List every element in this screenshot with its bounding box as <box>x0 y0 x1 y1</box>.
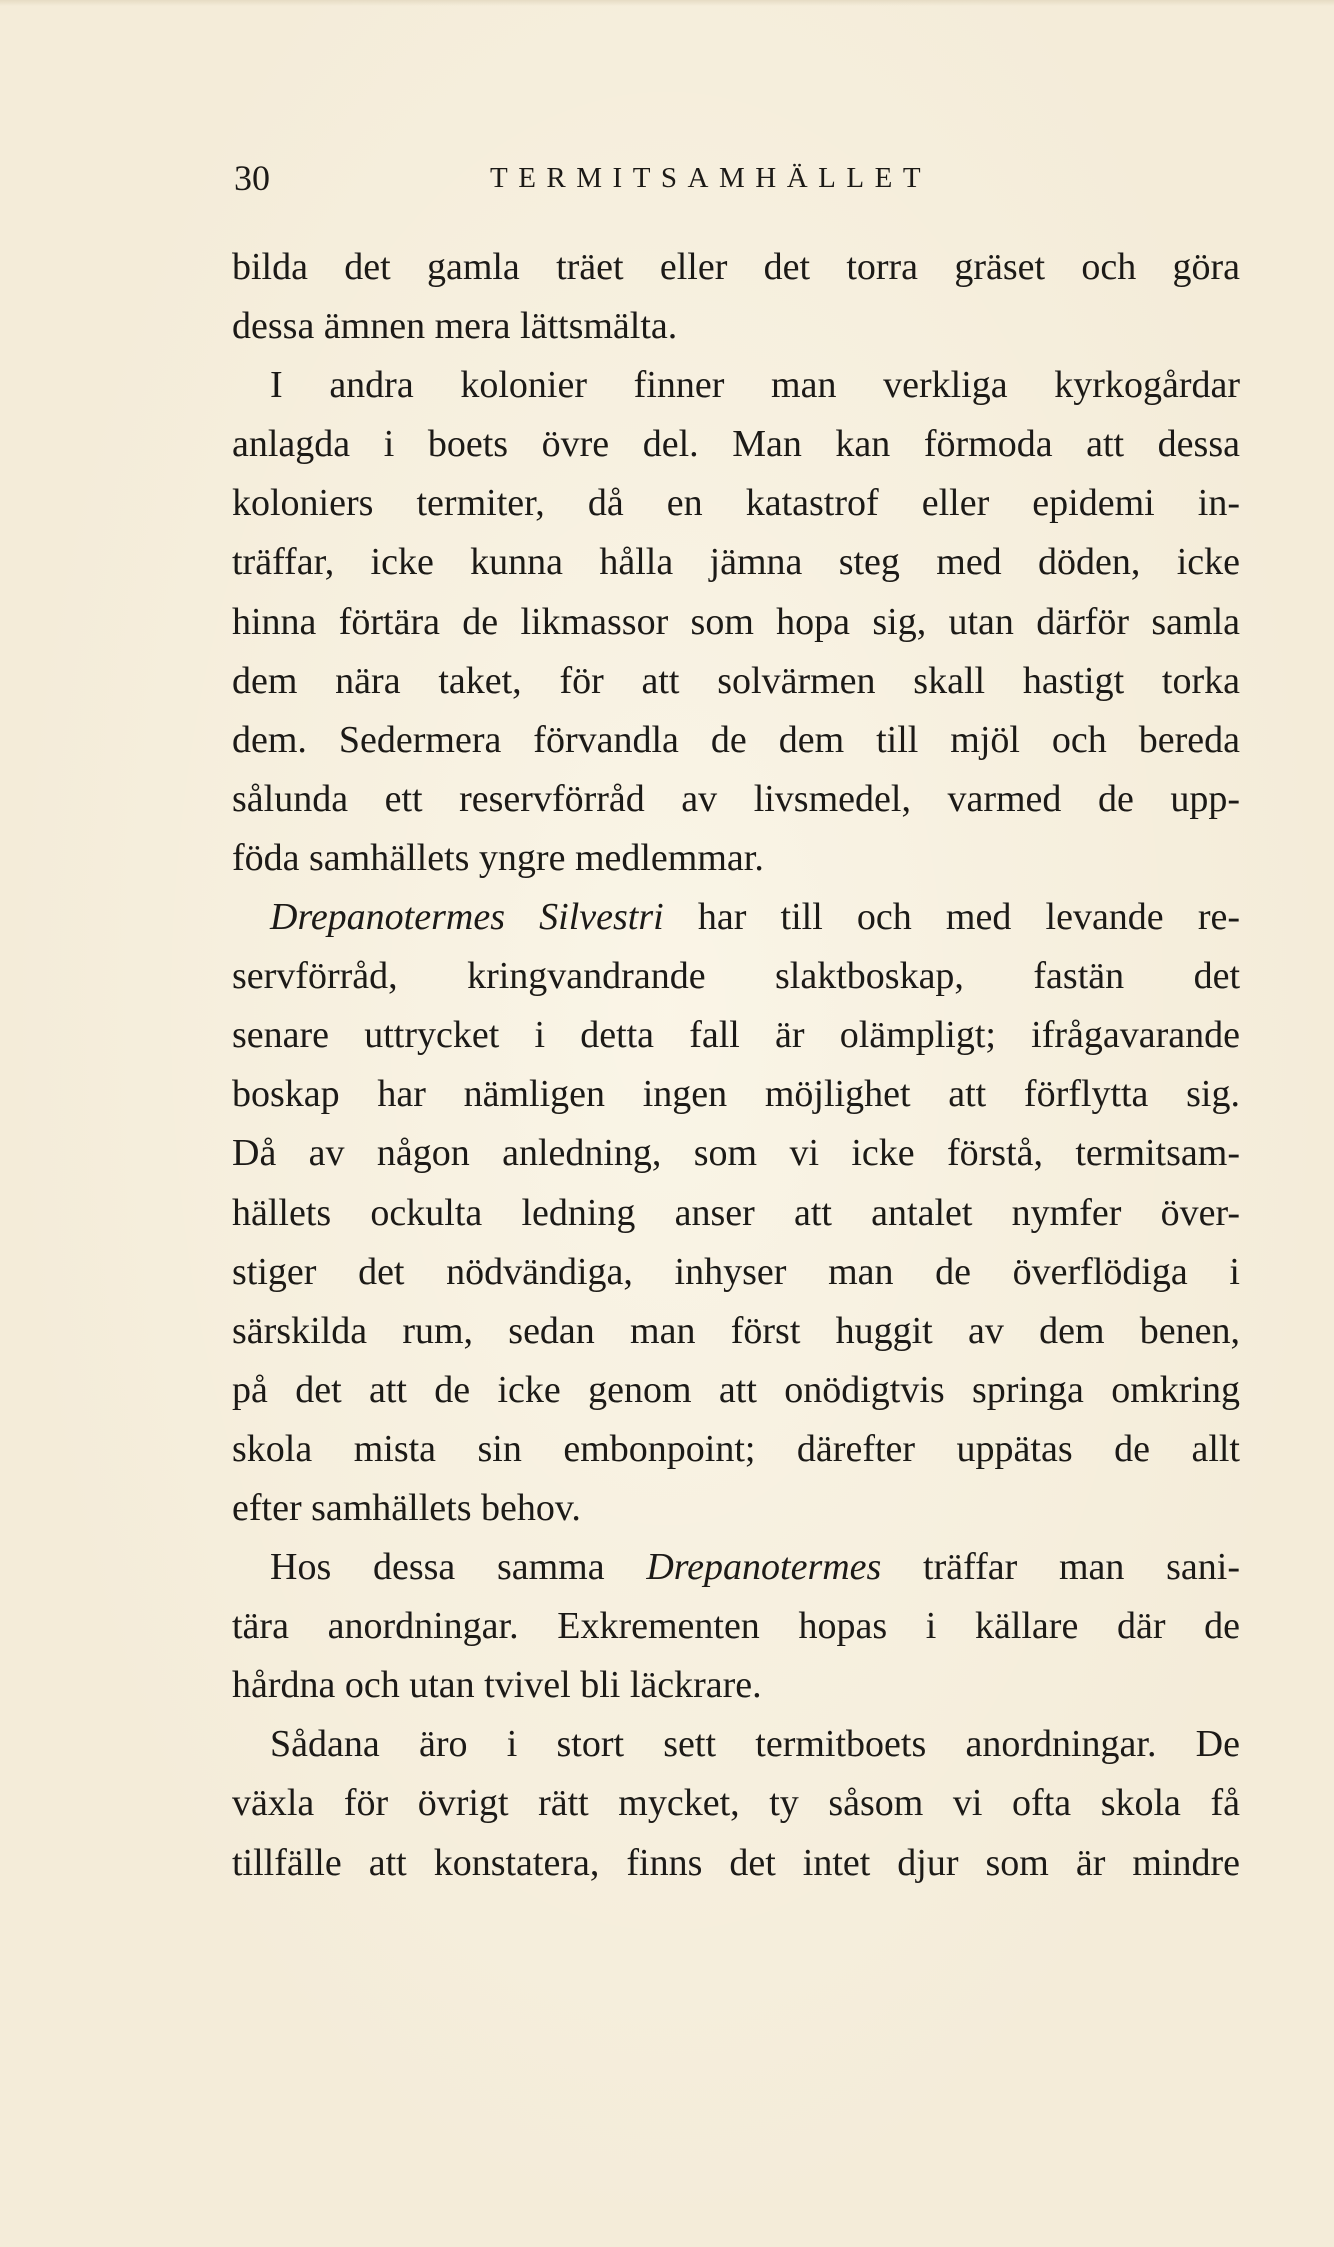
text-line <box>232 533 1240 592</box>
text-segment: koloniers termiter, då en katastrof eller epidemi in- <box>232 482 1240 525</box>
text-segment: särskilda rum, sedan man först huggit av dem benen, <box>232 1309 1240 1352</box>
text-segment: hällets ockulta ledning anser att antalet nymfer över- <box>232 1191 1240 1234</box>
text-segment: dessa ämnen mera lättsmälta. <box>232 305 678 348</box>
text-segment: träffar man sani- <box>881 1546 1240 1589</box>
running-title: TERMITSAMHÄLLET <box>490 162 932 194</box>
text-segment: stiger det nödvändiga, inhyser man de överflödiga i <box>232 1250 1240 1293</box>
text-line <box>232 1479 1240 1538</box>
text-line <box>232 474 1240 533</box>
text-line <box>232 1124 1240 1183</box>
text-line <box>232 1006 1240 1065</box>
text-line <box>232 356 1240 415</box>
text-segment: tillfälle att konstatera, finns det intet djur som är mindre <box>232 1841 1240 1884</box>
running-head <box>234 148 1104 208</box>
text-line <box>232 1597 1240 1656</box>
text-line <box>232 1065 1240 1124</box>
text-segment: föda samhällets yngre medlemmar. <box>232 836 764 879</box>
text-line <box>232 1715 1240 1774</box>
text-line <box>232 238 1240 297</box>
text-line <box>232 711 1240 770</box>
text-segment: skola mista sin embonpoint; därefter uppätas de allt <box>232 1427 1240 1470</box>
text-segment: Hos dessa samma <box>270 1546 647 1589</box>
text-line <box>232 1420 1240 1479</box>
text-line <box>232 1538 1240 1597</box>
text-segment: senare uttrycket i detta fall är olämpligt; ifrågavarande <box>232 1014 1240 1057</box>
text-segment: Då av någon anledning, som vi icke förstå, termitsam- <box>232 1132 1240 1175</box>
text-segment: har till och med levande re- <box>663 896 1240 939</box>
text-segment: tära anordningar. Exkrementen hopas i källare där de <box>232 1605 1240 1648</box>
text-line <box>232 1302 1240 1361</box>
text-segment: träffar, icke kunna hålla jämna steg med döden, icke <box>232 541 1240 584</box>
text-segment: dem. Sedermera förvandla de dem till mjöl och bereda <box>232 718 1240 761</box>
text-line <box>232 1834 1240 1893</box>
text-line <box>232 770 1240 829</box>
page-top-edge <box>0 0 1334 6</box>
text-segment: anlagda i boets övre del. Man kan förmoda att dessa <box>232 423 1240 466</box>
text-line <box>232 1774 1240 1833</box>
text-line <box>232 1656 1240 1715</box>
text-segment: växla för övrigt rätt mycket, ty såsom vi ofta skola få <box>232 1782 1240 1825</box>
text-line <box>232 1243 1240 1302</box>
text-line <box>232 829 1240 888</box>
text-segment: Sådana äro i stort sett termitboets anordningar. De <box>270 1723 1240 1766</box>
text-line <box>232 297 1240 356</box>
text-line <box>232 593 1240 652</box>
text-line <box>232 947 1240 1006</box>
text-segment: dem nära taket, för att solvärmen skall hastigt torka <box>232 659 1240 702</box>
italic-text: Drepanotermes <box>646 1546 882 1589</box>
text-line <box>232 888 1240 947</box>
text-segment: servförråd, kringvandrande slaktboskap, fastän det <box>232 955 1240 998</box>
text-line <box>232 415 1240 474</box>
text-segment: I andra kolonier finner man verkliga kyrkogårdar <box>270 364 1240 407</box>
text-segment: sålunda ett reservförråd av livsmedel, varmed de upp- <box>232 777 1240 820</box>
text-line <box>232 1361 1240 1420</box>
text-line <box>232 652 1240 711</box>
text-segment: på det att de icke genom att onödigtvis springa omkring <box>232 1368 1240 1411</box>
text-line <box>232 1184 1240 1243</box>
page-number: 30 <box>234 158 270 198</box>
text-segment: efter samhällets behov. <box>232 1486 581 1529</box>
italic-text: Drepanotermes Silvestri <box>270 896 664 939</box>
text-segment: bilda det gamla träet eller det torra gräset och göra <box>232 246 1240 288</box>
body-text <box>232 238 1240 1893</box>
text-segment: boskap har nämligen ingen möjlighet att förflytta sig. <box>232 1073 1240 1116</box>
text-segment: hinna förtära de likmassor som hopa sig, utan därför samla <box>232 600 1240 643</box>
text-segment: hårdna och utan tvivel bli läckrare. <box>232 1664 762 1707</box>
